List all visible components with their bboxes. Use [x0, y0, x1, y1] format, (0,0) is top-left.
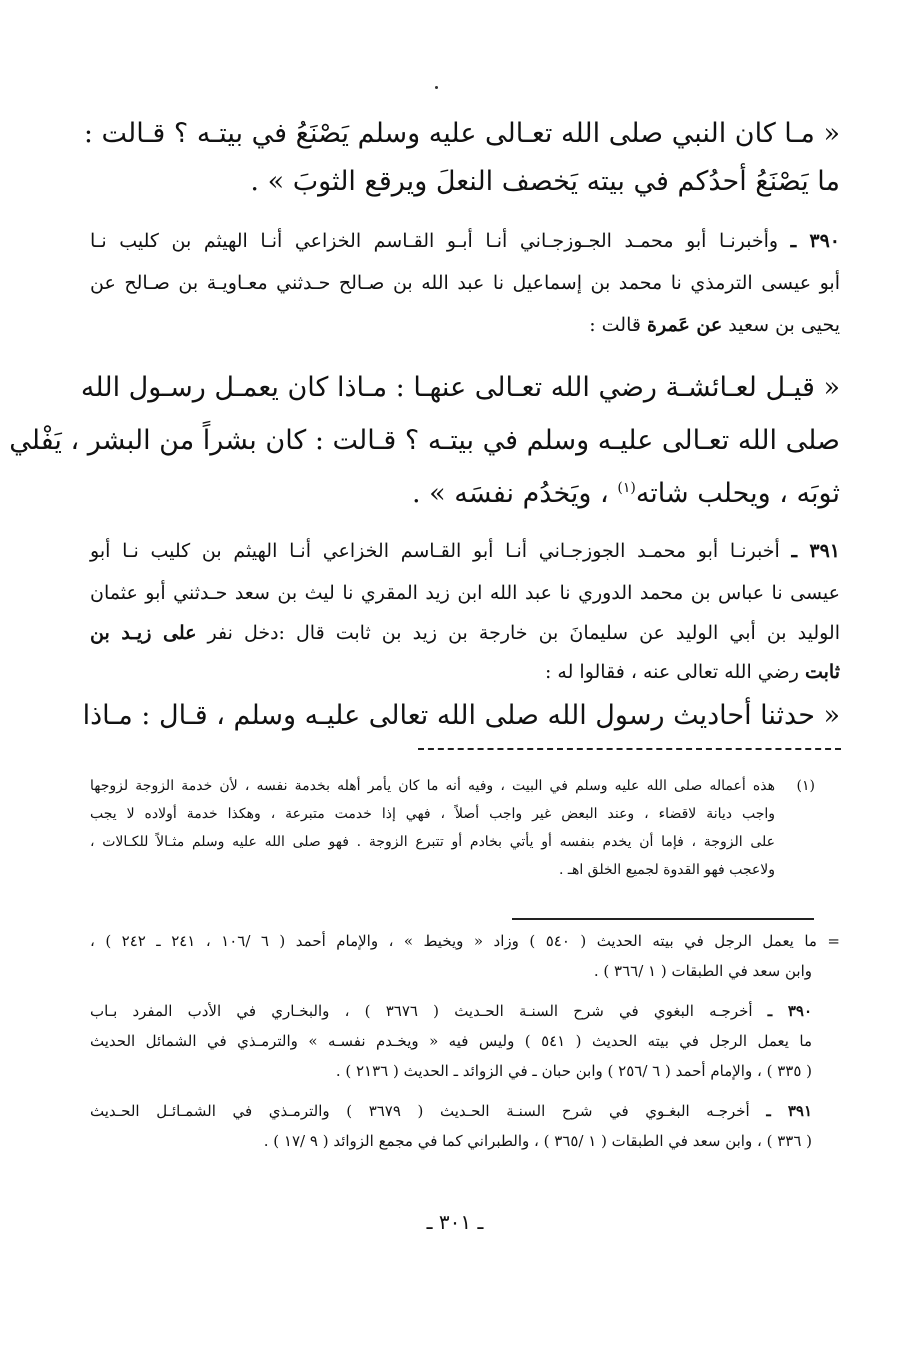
quote-389-line-1: « مـا كان النبي صلى الله تعـالى عليه وسلم يَصْنَعُ في بيتـه ؟ قـالت :	[83, 118, 840, 149]
footnote-block	[90, 778, 775, 878]
dashed-separator	[418, 748, 841, 750]
hadith-391-line-4-b: رضي الله تعالى عنه ، فقالوا له :	[544, 661, 799, 683]
hadith-391-number: ٣٩١ ـ	[791, 540, 840, 562]
hadith-391-line-2: عيسى نا عباس بن محمد الدوري نا عبد الله ابن زيد المقري نا ليث بن سعد حـدثني أبو عثمان	[90, 582, 840, 604]
takhrij-390-line-2: ما يعمل الرجل في بيته الحديث ( ٥٤١ ) وليس فيه « ويخـدم نفسـه » والترمـذي في الشمائل الحديث	[90, 1032, 812, 1050]
hadith-390-quote-3-a: ثوبَه ، ويحلب شاته	[635, 478, 840, 509]
hadith-391-line-4	[90, 661, 840, 683]
hadith-390-line-1	[90, 230, 840, 252]
takhrij-rule	[512, 918, 814, 920]
footnote-line-3: على الزوجة ، فإما أن يخدم بنفسه أو يأتي بخادم أو تتبرع الزوجة . فهو صلى الله عليه وسلم مثـالاً للكـالات ،	[90, 834, 775, 850]
hadith-390-line-2: أبو عيسى الترمذي نا محمد بن إسماعيل نا عبد الله بن صـالح حـدثني معـاويـة بن صـالح عن	[90, 272, 840, 294]
footnote-line-1: هذه أعماله صلى الله عليه وسلم في البيت ، وفيه أنه ما كان يأمر أهله بخدمة نفسه ، لأن خدمة الزوجة لزوجها	[90, 778, 775, 794]
hadith-390-line-3	[90, 314, 840, 336]
hadith-391-line-3-b: على زيـد بن	[90, 622, 197, 644]
takhrij-390-text: أخرجـه البغوي في شرح السنـة الحـديث ( ٣٦٧٦ ) ، والبخـاري في الأدب المفرد بـاب	[90, 1002, 753, 1020]
takhrij-block	[90, 932, 840, 1150]
hadith-390-narrator-bold: عن عَمرة	[647, 314, 723, 336]
takhrij-390-line-3: ( ٣٣٥ ) ، والإمام أحمد ( ٦ /٢٥٦ ) وابن حبان ـ في الزوائد ـ الحديث ( ٢١٣٦ ) .	[335, 1062, 812, 1080]
book-page	[9, 0, 840, 1360]
takhrij-390-line-1	[90, 1002, 812, 1020]
hadith-390-text: وأخبرنـا أبو محمـد الجـوزجـاني أنـا أبـو القـاسم الخزاعي أنـا الهيثم بن كليب نـا	[90, 230, 779, 252]
hadith-390-quote-3	[90, 478, 840, 509]
footnote-number: (١)	[796, 778, 815, 794]
hadith-390-qalat: قالت :	[589, 314, 641, 336]
ink-dot	[435, 86, 438, 89]
hadith-391-line-3-a: الوليد بن أبي الوليد عن سليمانَ بن خارجة بن زيد بن ثابت قال :دخل نفر	[207, 622, 840, 644]
hadith-391-line-3	[90, 622, 840, 644]
hadith-390-number: ٣٩٠ ـ	[790, 230, 840, 252]
hadith-391-text: أخبرنـا أبو محمـد الجوزجـاني أنـا أبو القـاسم الخزاعي أنـا الهيثم بن كليب نـا أبو	[90, 540, 780, 562]
hadith-391-line-1	[90, 540, 840, 562]
footnote-line-4: ولاعجب فهو القدوة لجميع الخلق اهـ .	[558, 862, 775, 878]
takhrij-cont-line-1: = ما يعمل الرجل في بيته الحديث ( ٥٤٠ ) وزاد « ويخيط » ، والإمام أحمد ( ٦ /١٠٦ ، ٢٤١ ـ ٢٤٢ ) ،	[90, 932, 840, 950]
takhrij-391-line-1	[90, 1102, 812, 1120]
hadith-390-quote-1: « قيـل لعـائشـة رضي الله تعـالى عنهـا : مـاذا كان يعمـل رسـول الله	[80, 372, 840, 403]
hadith-391-line-4-a: ثابت	[804, 661, 840, 683]
takhrij-391-number: ٣٩١ ـ	[766, 1102, 812, 1120]
takhrij-391-text: أخرجـه البغـوي في شرح السنـة الحـديث ( ٣٦٧٩ ) والترمـذي في الشمـائـل الحـديث	[90, 1102, 750, 1120]
takhrij-cont-line-2: وابن سعد في الطبقات ( ١ /٣٦٦ ) .	[593, 962, 812, 980]
hadith-391-quote-1: « حدثنا أحاديث رسول الله صلى الله تعالى عليـه وسلم ، قـال : مـاذا	[82, 700, 840, 731]
footnote-line-2: واجب ديانة لاقضاء ، وعند البعض غير واجب أصلاً ، فهي إذا خدمت متبرعة ، وهكذا خدمة أولاده لا يجب	[90, 806, 775, 822]
page-number: ـ ٣٠١ ـ	[426, 1210, 484, 1234]
footnote-marker-1: (١)	[617, 480, 636, 496]
hadith-390-quote-2: صلى الله تعـالى عليـه وسلم في بيتـه ؟ قـالت : كان بشراً من البشر ، يَفْلي	[9, 425, 840, 456]
quote-389-line-2: ما يَصْنَعُ أحدُكم في بيته يَخصف النعلَ ويرقع الثوبَ » .	[250, 166, 840, 197]
takhrij-391-line-2: ( ٣٣٦ ) ، وابن سعد في الطبقات ( ١ /٣٦٥ ) ، والطبراني كما في مجمع الزوائد ( ٩ /١٧ ) .	[263, 1132, 812, 1150]
hadith-390-narrator: يحيى بن سعيد	[728, 314, 840, 336]
hadith-390-quote-3-b: ، ويَخدُم نفسَه » .	[411, 478, 609, 509]
takhrij-390-number: ٣٩٠ ـ	[767, 1002, 812, 1020]
